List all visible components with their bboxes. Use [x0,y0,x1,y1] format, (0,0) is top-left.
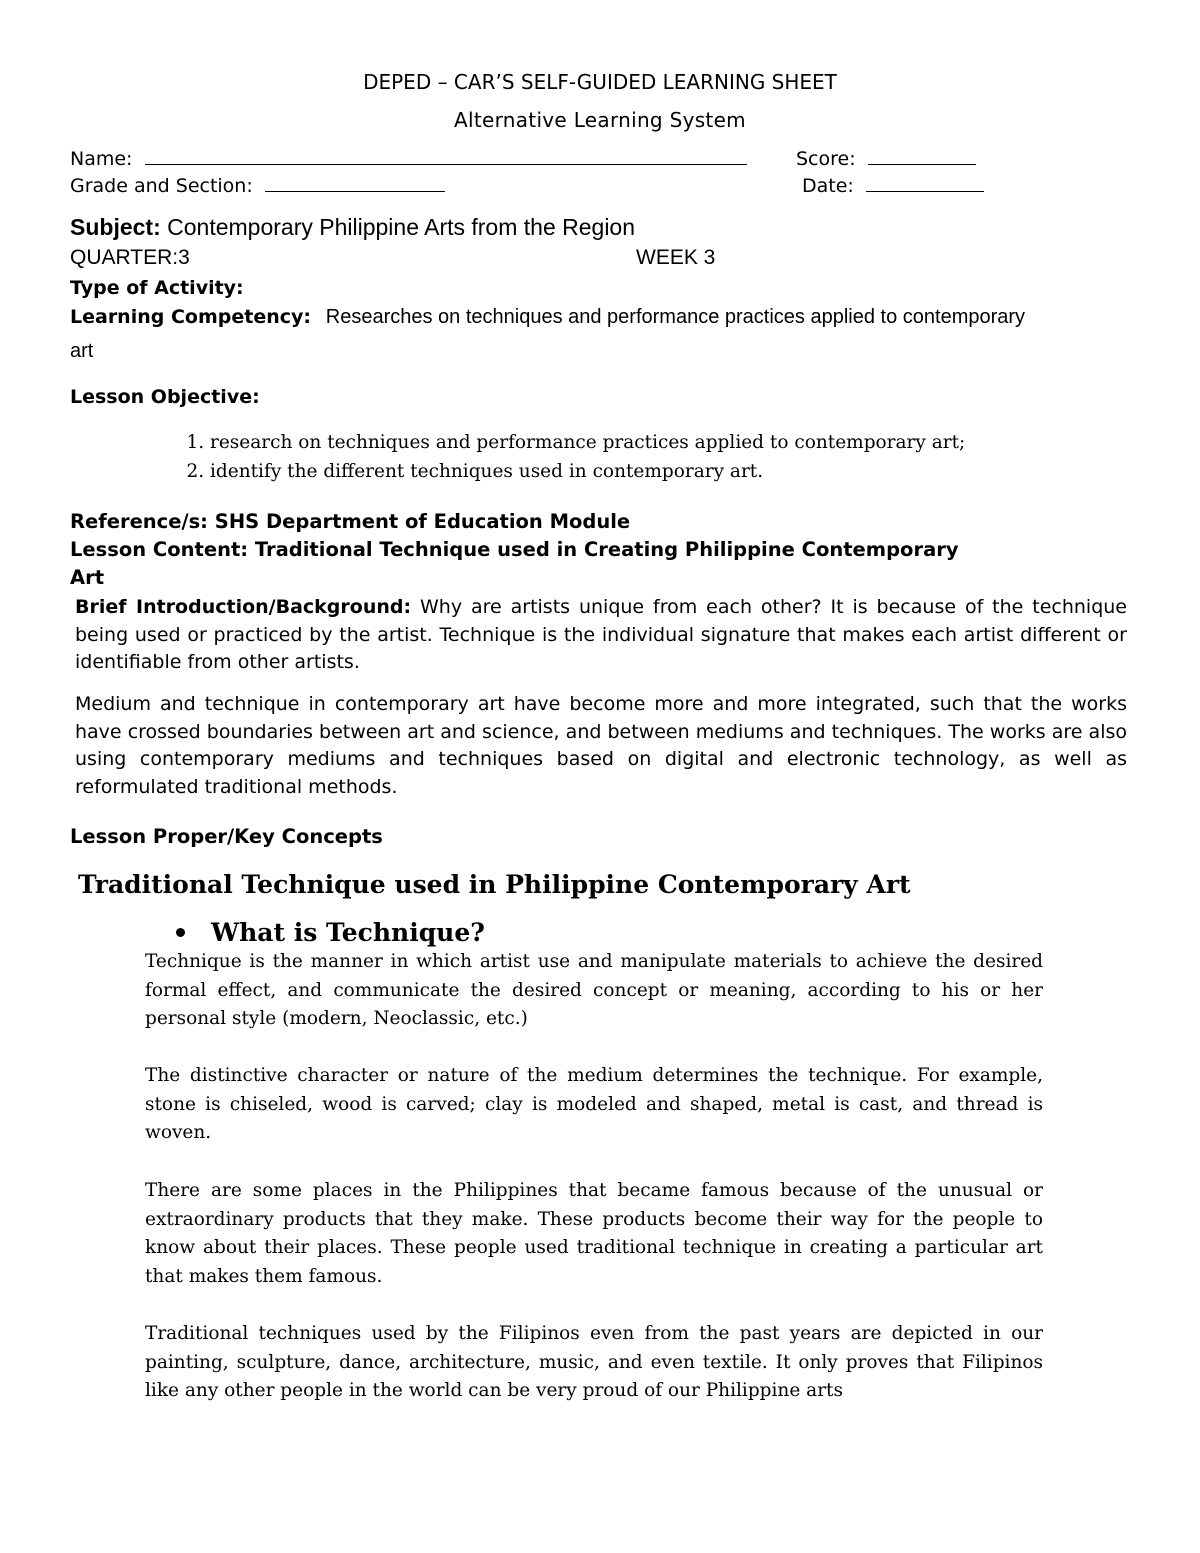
activity-type-label: Type of Activity: [70,277,244,299]
grade-section-field[interactable] [70,175,445,197]
subject-line [70,214,635,241]
competency-continuation: art [70,340,94,362]
date-field[interactable] [802,175,984,197]
lesson-paragraph: Traditional techniques used by the Filipinos even from the past years are depicted in our painting, sculpture, dance, architecture, music, and even textile. It only proves that Filipinos like any other people in the world can be very proud of our Philippine arts [145,1323,1043,1401]
objective-item: 2. identify the different techniques used in contemporary art. [210,457,965,486]
subject-value: Contemporary Philippine Arts from the Region [160,214,636,240]
bullet-icon [176,928,185,937]
score-label: Score: [796,148,856,170]
name-label: Name: [70,148,133,170]
lesson-content-line2: Art [70,566,105,589]
what-is-technique-heading [176,918,485,947]
intro-paragraph [75,594,1127,677]
lesson-content-line1: Lesson Content: Traditional Technique used in Creating Philippine Contemporary [70,538,959,561]
score-blank[interactable] [868,148,976,165]
competency-line [70,306,1025,329]
objective-list [178,428,965,486]
lesson-heading: Traditional Technique used in Philippine Contemporary Art [78,870,911,899]
objective-item: 1. research on techniques and performance practices applied to contemporary art; [210,428,965,457]
name-blank[interactable] [145,148,747,165]
grade-section-blank[interactable] [265,175,445,192]
intro-label: Brief Introduction/Background: [75,596,412,618]
name-field[interactable] [70,148,747,170]
quarter-label: QUARTER:3 [70,246,190,269]
competency-label: Learning Competency: [70,306,311,328]
score-field[interactable] [796,148,976,170]
grade-section-label: Grade and Section: [70,175,253,197]
subheading-text: What is Technique? [211,918,485,947]
lesson-paragraph: There are some places in the Philippines that became famous because of the unusual or extraordinary products that they make. These products become their way for the people to know about their places. These people used traditional technique in creating a particular art that makes them famous. [145,1180,1043,1287]
lesson-proper-label: Lesson Proper/Key Concepts [70,825,383,848]
reference-line: Reference/s: SHS Department of Education Module [70,510,631,533]
subject-label: Subject: [70,214,161,240]
objective-label: Lesson Objective: [70,386,260,408]
date-label: Date: [802,175,854,197]
intro-paragraph-2: Medium and technique in contemporary art have become more and more integrated, such that the works have crossed boundaries between art and science, and between mediums and techniques. The works are also using contemporary mediums and techniques based on digital and electronic technology, as well as reformulated traditional methods. [75,693,1127,798]
sheet-subtitle: Alternative Learning System [454,108,746,132]
week-label: WEEK 3 [636,246,716,269]
lesson-paragraph: The distinctive character or nature of the medium determines the technique. For example, stone is chiseled, wood is carved; clay is modeled and shaped, metal is cast, and thread is woven. [145,1065,1043,1143]
competency-value: Researches on techniques and performance practices applied to contemporary [325,306,1026,328]
lesson-paragraph: Technique is the manner in which artist use and manipulate materials to achieve the desired formal effect, and communicate the desired concept or meaning, according to his or her personal style (modern, Neoclassic, etc.) [145,951,1043,1029]
intro-text: Why are artists unique from each other? It is because of the technique being used or practiced by the artist. Technique is the individual signature that makes each artist different or identifiable from other artists. [75,596,1127,673]
sheet-title: DEPED – CAR’S SELF-GUIDED LEARNING SHEET [363,70,837,94]
date-blank[interactable] [866,175,984,192]
